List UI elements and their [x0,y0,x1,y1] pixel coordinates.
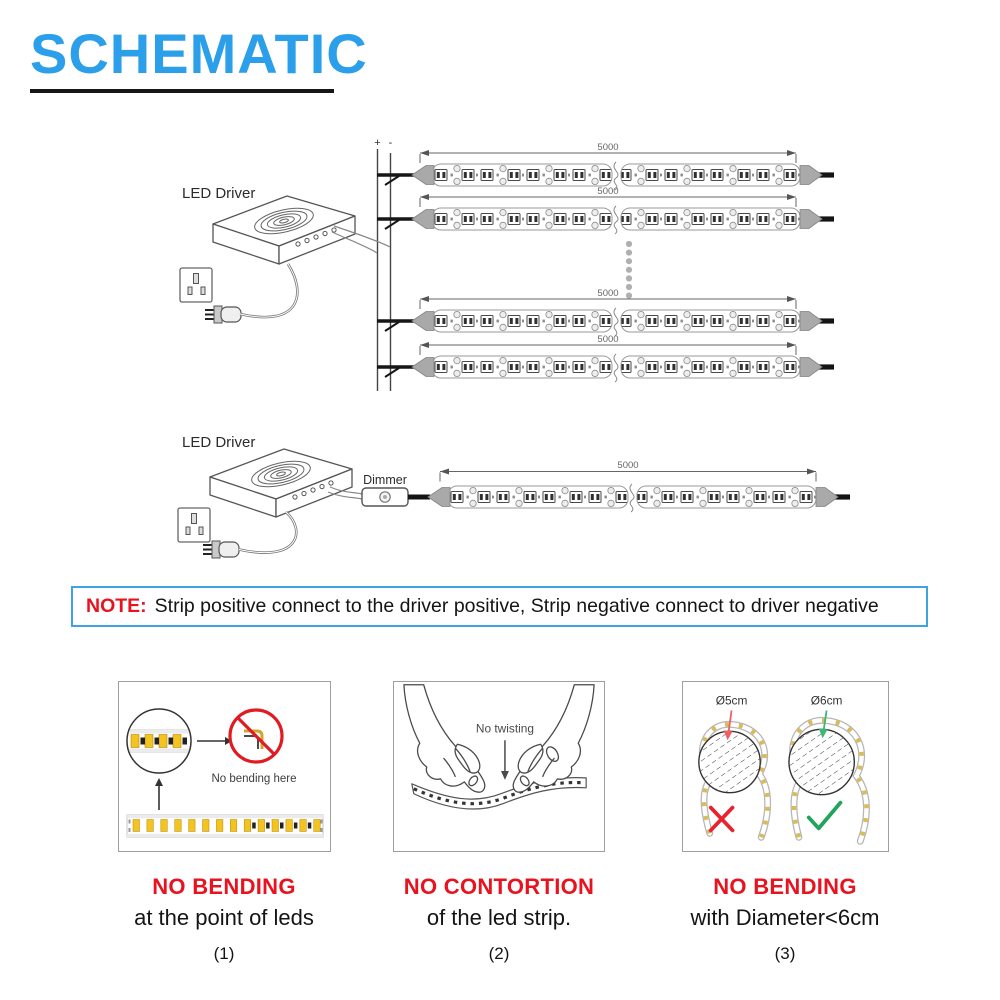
panel-no-bending-diameter [682,681,889,852]
led-strip-row-1 [377,142,834,190]
caption-title: NO BENDING [713,874,857,899]
panel-no-bending-point [118,681,331,852]
up-arrow-icon [155,778,163,810]
strip-length-label: 5000 [597,334,619,345]
note-label: NOTE: [86,595,147,617]
led-strip-photo [127,815,323,837]
strip-length-label: 5000 [597,288,619,299]
bus-positive-symbol: + [374,137,381,149]
led-strip-row-2 [377,186,834,234]
cylinder-5cm-hatch [699,731,760,792]
led-strip-row-3 [377,288,834,336]
bus-negative-symbol: - [388,137,393,149]
strip-connector [377,175,415,185]
strip-connector [377,219,415,229]
note-text: Strip positive connect to the driver positive, Strip negative connect to driver negative [154,595,879,617]
caption-title: NO BENDING [152,874,296,899]
caption-subtitle: at the point of leds [134,905,314,930]
led-driver-label: LED Driver [182,434,256,451]
diameter-5cm-label: Ø5cm [715,693,748,708]
no-bending-here-label: No bending here [211,773,297,785]
led-strip-row-dimmer [428,460,850,512]
led-strip [412,162,834,190]
power-plug-icon [205,306,241,323]
caption-1 [84,874,364,964]
cylinder-6cm-hatch [789,729,854,794]
led-strip [412,354,834,382]
power-plug-icon [203,541,239,558]
strip-length-label: 5000 [597,142,619,153]
magnified-strip [125,730,193,752]
led-driver-icon [213,196,355,264]
strip-length-label: 5000 [617,460,639,471]
coil-5cm [699,694,768,838]
led-strip [412,308,834,336]
caption-number: (3) [774,944,796,963]
panel-no-contortion [393,681,605,852]
down-arrow-icon [501,740,509,780]
caption-number: (1) [213,944,235,963]
diagram-dimmer [178,434,850,558]
wall-socket-icon [180,268,212,302]
driver-bus-wire-1 [332,232,377,253]
check-icon [809,803,841,829]
diameter-6cm-label: Ø6cm [810,693,843,708]
wall-socket-icon [178,508,210,542]
caption-subtitle: of the led strip. [426,905,572,930]
led-driver-icon [210,449,352,517]
caption-subtitle: with Diameter<6cm [690,905,880,930]
led-strip [428,484,850,512]
left-hand-icon [404,685,485,792]
caption-3 [645,874,925,964]
dimmer-icon [362,488,408,506]
strip-connector [377,367,415,377]
no-bend-prohibition-icon [230,710,282,762]
led-driver-label: LED Driver [182,185,256,202]
no-bending-illustration [119,682,330,851]
dimmer-label: Dimmer [363,473,407,487]
strip-connector [377,321,415,331]
power-cord [239,512,296,553]
coil-6cm [789,694,867,842]
page-title: SCHEMATIC [30,22,368,85]
no-twisting-illustration [394,682,604,851]
power-cord [240,264,297,317]
led-strip-row-4 [377,334,834,382]
strip-length-label: 5000 [597,186,619,197]
right-hand-icon [513,685,594,792]
led-strip [412,206,834,234]
diagram-multi-strip [180,137,834,391]
caption-title: NO CONTORTION [403,874,595,899]
no-twisting-label: No twisting [475,721,534,736]
cross-icon [711,808,733,831]
more-strips-ellipsis [626,241,632,299]
caption-number: (2) [488,944,510,963]
twisted-strip [412,778,586,809]
right-arrow-icon [197,737,232,745]
caption-2 [359,874,639,964]
note-box [71,586,928,627]
diameter-illustration [683,682,888,851]
